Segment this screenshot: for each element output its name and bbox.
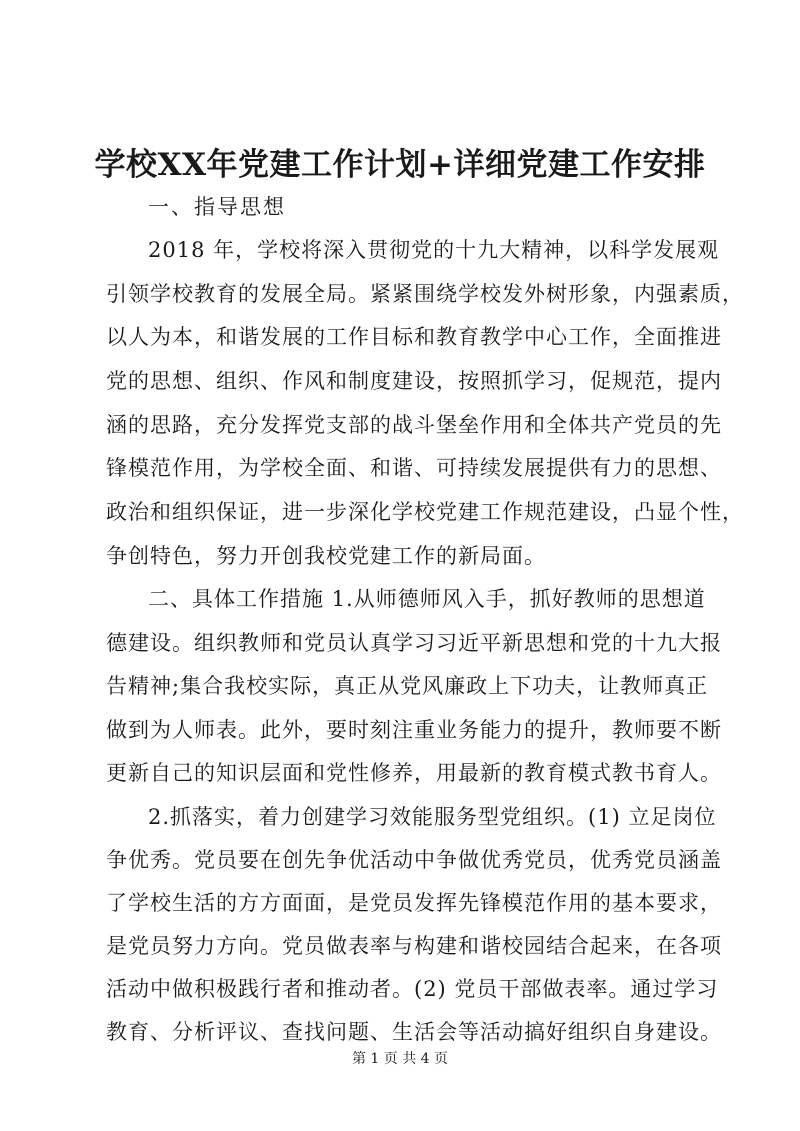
- body-line-1: 2018 年，学校将深入贯彻党的十九大精神，以科学发展观: [148, 238, 720, 262]
- body-line-19: 教育、分析评议、查找问题、生活会等活动搞好组织自身建设。: [106, 1020, 722, 1044]
- body-line-15: 争优秀。党员要在创先争优活动中争做优秀党员，优秀党员涵盖: [106, 848, 722, 872]
- body-line-9: 二、具体工作措施 1.从师德师风入手，抓好教师的思想道: [148, 587, 706, 611]
- body-line-2: 引领学校教育的发展全局。紧紧围绕学校发外树形象，内强素质，: [106, 282, 744, 306]
- body-line-17: 是党员努力方向。党员做表率与构建和谐校园结合起来，在各项: [106, 934, 722, 958]
- body-line-10: 德建设。组织教师和党员认真学习习近平新思想和党的十九大报: [106, 631, 722, 655]
- body-line-16: 了学校生活的方方面面，是党员发挥先锋模范作用的基本要求，: [106, 891, 722, 915]
- body-line-18: 活动中做积极践行者和推动者。(2) 党员干部做表率。通过学习: [106, 977, 719, 1001]
- body-line-5: 涵的思路，充分发挥党支部的战斗堡垒作用和全体共产党员的先: [106, 413, 722, 437]
- page-number-footer: 第 1 页 共 4 页: [351, 1051, 449, 1067]
- body-line-4: 党的思想、组织、作风和制度建设，按照抓学习，促规范，提内: [106, 369, 722, 393]
- body-line-8: 争创特色，努力开创我校党建工作的新局面。: [106, 544, 546, 568]
- body-line-6: 锋模范作用，为学校全面、和谐、可持续发展提供有力的思想、: [106, 456, 722, 480]
- body-line-13: 更新自己的知识层面和党性修养，用最新的教育模式教书育人。: [106, 761, 722, 785]
- body-line-12: 做到为人师表。此外，要时刻注重业务能力的提升，教师要不断: [106, 718, 722, 742]
- body-line-14: 2.抓落实，着力创建学习效能服务型党组织。(1) 立足岗位: [148, 805, 717, 829]
- body-line-3: 以人为本，和谐发展的工作目标和教育教学中心工作，全面推进: [106, 325, 722, 349]
- section-heading-guiding-ideology: 一、指导思想: [148, 195, 286, 219]
- body-line-7: 政治和组织保证，进一步深化学校党建工作规范建设，凸显个性，: [106, 500, 744, 524]
- body-line-11: 告精神;集合我校实际，真正从党风廉政上下功夫，让教师真正: [106, 674, 709, 698]
- document-title: 学校XX年党建工作计划+详细党建工作安排: [94, 147, 706, 183]
